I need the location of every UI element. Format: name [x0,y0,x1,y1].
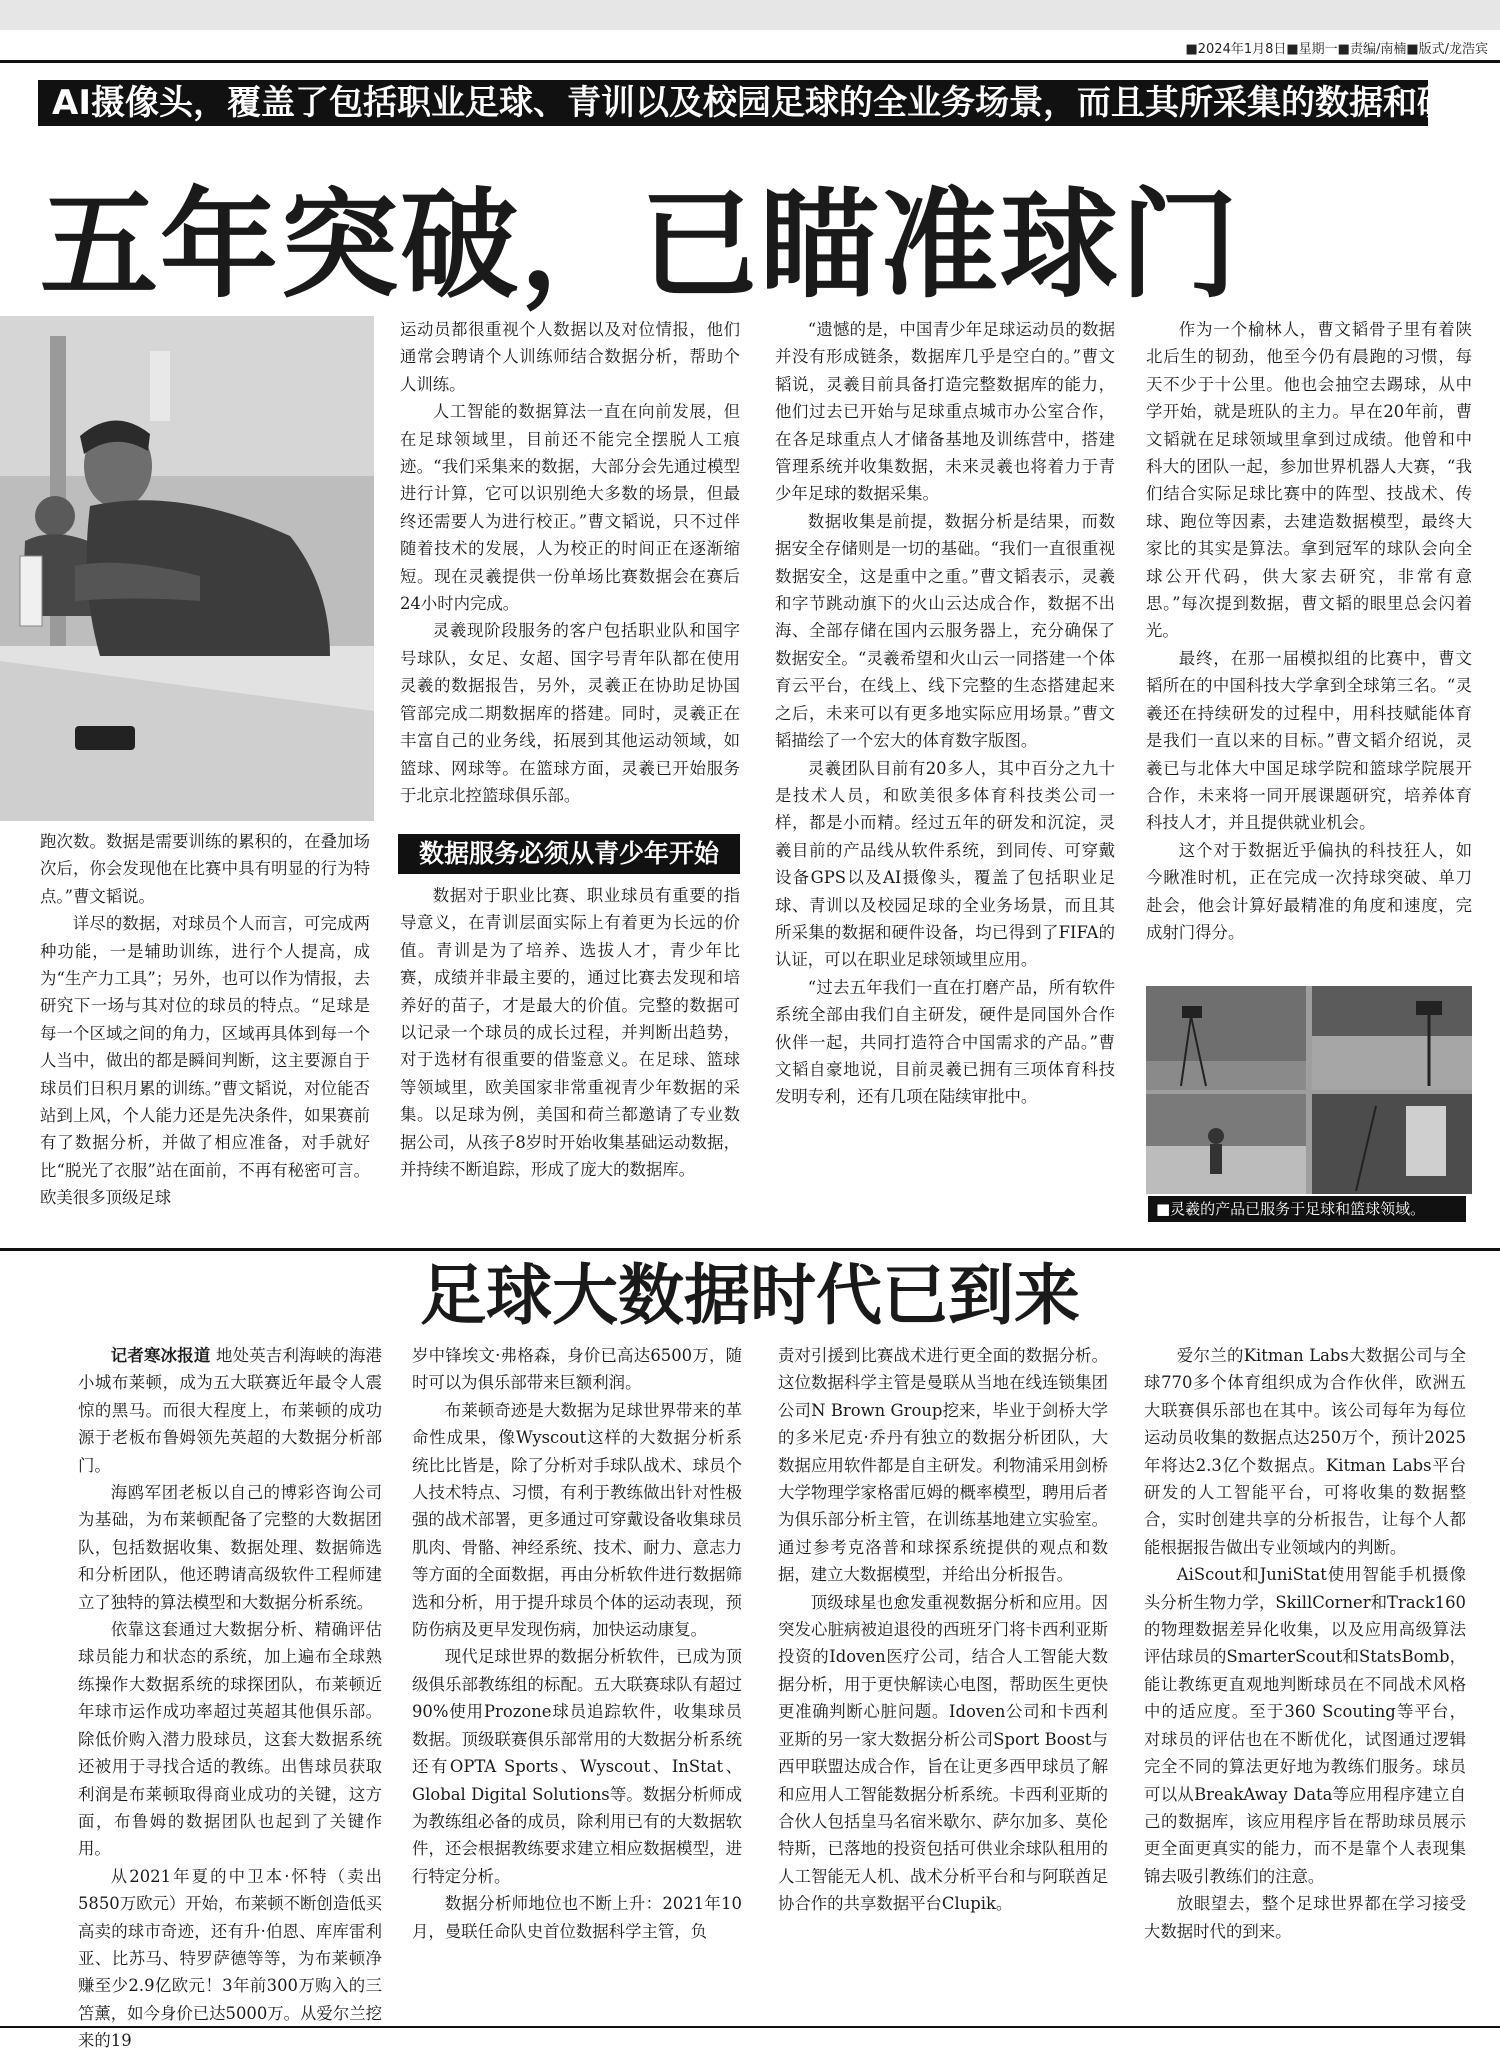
banner-text: AI摄像头，覆盖了包括职业足球、青训以及校园足球的全业务场景，而且其所采集的数据和硬件 [52,83,1485,123]
subhead: 数据服务必须从青少年开始 [418,839,719,868]
article1-column-3 [775,316,1115,1240]
paragraph: 爱尔兰的Kitman Labs大数据公司与全球770多个体育组织成为合作伙伴，欧洲五大联赛俱乐部也在其中。该公司每年为每位运动员收集的数据点达250万个，预计2025年将达2.3亿个数据点。Kitman Labs平台研发的人工智能平台，可将收集的数据整合，实时创建共享的分析报告，让每个人都能根据报告做出专业领域内的判断。 [1144,1346,1466,1557]
paragraph: 最终，在那一届模拟组的比赛中，曹文韬所在的中国科技大学拿到全球第三名。“灵羲还在持续研发的过程中，用科技赋能体育是我们一直以来的目标。”曹文韬介绍说，灵羲已与北体大中国足球学院和篮球学院展开合作，未来将一同开展课题研究，培养体育科技人才，并且提供就业机会。 [1146,648,1472,833]
paragraph: 现代足球世界的数据分析软件，已成为顶级俱乐部教练组的标配。五大联赛球队有超过90%使用Prozone球员追踪软件，收集球员数据。顶级联赛俱乐部常用的大数据分析系统还有OPTA Sports、Wyscout、InStat、Global Digital Solutions等。数据分析师成为教练组必备的成员，除利用已有的大数据软件，还会根据教练要求建立相应数据模型，进行特定分析。 [412,1647,742,1886]
article2-column-1 [78,1342,383,2051]
paragraph: 顶级球星也愈发重视数据分析和应用。因突发心脏病被迫退役的西班牙门将卡西利亚斯投资的Idoven医疗公司，结合人工智能大数据分析，用于更快解读心电图，帮助医生更快更准确判断心脏问题。Idoven公司和卡西利亚斯的另一家大数据分析公司Sport Boost与西甲联盟达成合作，旨在让更多西甲球员了解和应用人工智能数据分析系统。卡西利亚斯的合伙人包括皇马名宿米歇尔、萨尔加多、莫伦特斯，已落地的投资包括可供业余球队租用的人工智能无人机、战术分析平台和与阿联酋足协合作的共享数据平台Clupik。 [778,1592,1108,1914]
paragraph: 灵羲团队目前有20多人，其中百分之九十是技术人员，和欧美很多体育科技类公司一样，都是小而精。经过五年的研发和沉淀，灵羲目前的产品线从软件系统，到同传、可穿戴设备GPS以及AI摄像头，覆盖了包括职业足球、青训以及校园足球的全业务场景，而且其所采集的数据和硬件设备，均已得到了FIFA的认证，可以在职业足球领域里应用。 [775,758,1115,970]
paragraph: 布莱顿奇迹是大数据为足球世界带来的革命性成果，像Wyscout这样的大数据分析系统比比皆是，除了分析对手球队战术、球员个人技术特点、习惯，有利于教练做出针对性极强的战术部署，更多通过可穿戴设备收集球员肌肉、骨骼、神经系统、技术、耐力、意志力等方面的全面数据，再由分析软件进行数据筛选和分析，用于提升球员个体的运动表现，预防伤病及更早发现伤病，加快运动康复。 [412,1400,742,1640]
article-title: 五年突破，已瞄准球门 [40,175,1241,314]
article1-column-1 [40,828,370,1240]
article2-column-2 [412,1342,742,2018]
paragraph: 依靠这套通过大数据分析、精确评估球员能力和状态的系统，加上遍布全球熟练操作大数据系统的球探团队，布莱顿近年球市运作成功率超过英超其他俱乐部。除低价购入潜力股球员，这套大数据系统还被用于寻找合适的教练。出售球员获取利润是布莱顿取得商业成功的关键，这方面，布鲁姆的数据团队也起到了关键作用。 [78,1620,382,1859]
paragraph: 跑次数。数据是需要训练的累积的，在叠加场次后，你会发现他在比赛中具有明显的行为特点。”曹文韬说。 [40,832,370,906]
paragraph: 数据对于职业比赛、职业球员有重要的指导意义，在青训层面实际上有着更为长远的价值。青训是为了培养、选拔人才，青少年比赛，成绩并非最主要的，通过比赛去发现和培养好的苗子，才是最大的价值。完整的数据可以记录一个球员的成长过程，并判断出趋势，对于选材有很重要的借鉴意义。在足球、篮球等领域里，欧美国家非常重视青少年数据的采集。以足球为例，美国和荷兰都邀请了专业数据公司，从孩子8岁时开始收集基础运动数据，并持续不断追踪，形成了庞大的数据库。 [400,886,740,1180]
paragraph: 放眼望去，整个足球世界都在学习接受大数据时代的到来。 [1144,1894,1466,1941]
top-bar [0,0,1500,30]
paragraph: 详尽的数据，对球员个人而言，可完成两种功能，一是辅助训练，进行个人提高，成为“生产力工具”；另外，也可以作为情报，去研究下一场与其对位的球员的特点。“足球是每一个区域之间的角力，区域再具体到每一个人当中，做出的都是瞬间判断，这主要源自于球员们日积月累的训练。”曹文韬说，对位能否站到上风，个人能力还是先决条件，如果赛前有了数据分析，并做了相应准备，对手就好比“脱光了衣服”站在面前，不再有秘密可言。欧美很多顶级足球 [40,914,370,1208]
collage-photo [1146,986,1472,1194]
page-header-info: ■2024年1月8日■星期一■责编/南楠■版式/龙浩宾 [1185,42,1488,57]
paragraph: “遗憾的是，中国青少年足球运动员的数据并没有形成链条，数据库几乎是空白的。”曹文韬说，灵羲目前具备打造完整数据库的能力，他们过去已开始与足球重点城市办公室合作，在各足球重点人才储备基地及训练营中，搭建管理系统并收集数据，未来灵羲也将着力于青少年足球的数据采集。 [775,320,1115,504]
paragraph: AiScout和JuniStat使用智能手机摄像头分析生物力学，SkillCorner和Track160的物理数据差异化收集，以及应用高级算法评估球员的SmarterScout和StatsBomb，能让教练更直观地判断球员在不同战术风格中的适应度。至于360 Scouting等平台，对球员的评估也在不断优化，试图通过逻辑完全不同的算法更好地为教练们服务。球员可以从BreakAway Data等应用程序建立自己的数据库，该应用程序旨在帮助球员展示更全面更真实的能力，而不是靠个人表现集锦去吸引教练们的注意。 [1144,1565,1466,1886]
byline: 记者寒冰报道 [110,1346,211,1365]
article1-column-2-top [400,316,740,828]
article2-column-3 [778,1342,1108,2018]
paragraph: 海鸥军团老板以自己的博彩咨询公司为基础，为布莱顿配备了完整的大数据团队，包括数据收集、数据处理、数据筛选和分析团队，他还聘请高级软件工程师建立了独特的算法模型和大数据分析系统。 [78,1483,382,1612]
paragraph: 地处英吉利海峡的海港小城布莱顿，成为五大联赛近年最令人震惊的黑马。而很大程度上，布莱顿的成功源于老板布鲁姆领先英超的大数据分析部门。 [78,1346,383,1475]
paragraph: 运动员都很重视个人数据以及对位情报，他们通常会聘请个人训练师结合数据分析，帮助个人训练。 [400,320,740,394]
paragraph: “过去五年我们一直在打磨产品，所有软件系统全部由我们自主研发，硬件是同国外合作伙伴一起，共同打造符合中国需求的产品。”曹文韬自豪地说，目前灵羲已拥有三项体育科技发明专利，还有几项在陆续审批中。 [775,977,1115,1107]
paragraph: 人工智能的数据算法一直在向前发展，但在足球领域里，目前还不能完全摆脱人工痕迹。“我们采集来的数据，大部分会先通过模型进行计算，它可以识别绝大多数的场景，但最终还需要人为进行校正。”曹文韬说，只不过伴随着技术的发展，人为校正的时间正在逐渐缩短。现在灵羲提供一份单场比赛数据会在赛后24小时内完成。 [400,402,740,614]
paragraph: 数据收集是前提，数据分析是结果，而数据安全存储则是一切的基础。“我们一直很重视数据安全，这是重中之重。”曹文韬表示，灵羲和字节跳动旗下的火山云达成合作，数据不出海、全部存储在国内云服务器上，充分确保了数据安全。“灵羲希望和火山云一同搭建一个体育云平台，在线上、线下完整的生态搭建起来之后，未来可以有更多地实际应用场景。”曹文韬描绘了一个宏大的体育数字版图。 [775,511,1115,751]
paragraph: 这个对于数据近乎偏执的科技狂人，如今瞅准时机，正在完成一次持球突破、单刀赴会，他会计算好最精准的角度和速度，完成射门得分。 [1146,840,1472,942]
paragraph: 作为一个榆林人，曹文韬骨子里有着陕北后生的韧劲，他至今仍有晨跑的习惯，每天不少于十公里。他也会抽空去踢球，从中学开始，就是班队的主力。早在20年前，曹文韬就在足球领域里拿到过成绩。他曾和中科大的团队一起，参加世界机器人大赛，“我们结合实际足球比赛中的阵型、技战术、传球、跑位等因素，去建造数据模型，最终大家比的其实是算法。拿到冠军的球队会向全球公开代码，供大家去研究，非常有意思。”每次提到数据，曹文韬的眼里总会闪着光。 [1146,320,1472,641]
article1-column-2-bottom [400,882,740,1240]
section-divider [0,1248,1500,1251]
top-rule [0,60,1500,63]
article1-column-4 [1146,316,1472,980]
section-title: 足球大数据时代已到来 [420,1257,1080,1334]
paragraph: 数据分析师地位也不断上升：2021年10月，曼联任命队史首位数据科学主管，负 [412,1894,742,1941]
main-photo [0,316,374,821]
paragraph: 岁中锋埃文·弗格森，身价已高达6500万，随时可以为俱乐部带来巨额利润。 [412,1346,742,1393]
photo-caption: ■灵羲的产品已服务于足球和篮球领域。 [1156,1200,1426,1218]
article2-column-4 [1144,1342,1466,2018]
paragraph: 从2021年夏的中卫本·怀特（卖出5850万欧元）开始，布莱顿不断创造低买高卖的球市奇迹，还有升·伯恩、库库雷利亚、比苏马、特罗萨德等等，为布莱顿净赚至少2.9亿欧元！3年前300万购入的三笘薰，如今身价已达5000万。从爱尔兰挖来的19 [78,1866,382,2051]
paragraph: 灵羲现阶段服务的客户包括职业队和国字号球队，女足、女超、国字号青年队都在使用灵羲的数据报告，另外，灵羲正在协助足协国管部完成二期数据库的搭建。同时，灵羲正在丰富自己的业务线，拓展到其他运动领域，如篮球、网球等。在篮球方面，灵羲已开始服务于北京北控篮球俱乐部。 [400,621,740,805]
paragraph: 责对引援到比赛战术进行更全面的数据分析。这位数据科学主管是曼联从当地在线连锁集团公司N Brown Group挖来，毕业于剑桥大学的多米尼克·乔丹有独立的数据分析团队，大数据应用软件都是自主研发。利物浦采用剑桥大学物理学家格雷厄姆的概率模型，聘用后者为俱乐部分析主管，在训练基地建立实验室。通过参考克洛普和球探系统提供的观点和数据，建立大数据模型，并给出分析报告。 [778,1346,1108,1585]
bottom-rule [0,2026,1500,2028]
